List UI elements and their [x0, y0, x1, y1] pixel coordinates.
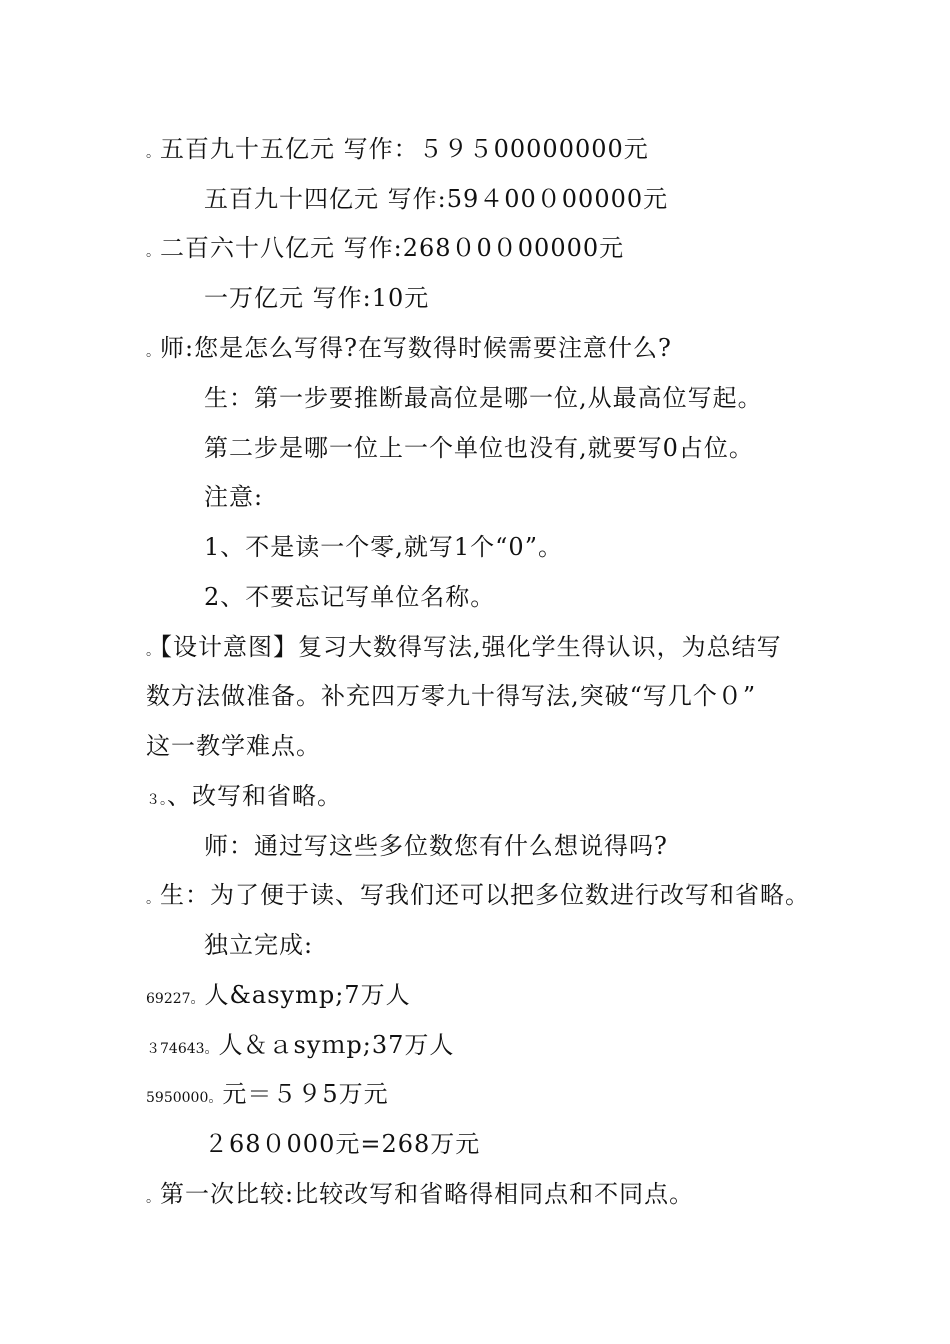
text-line-1	[146, 134, 649, 168]
text-line-20	[146, 1079, 389, 1113]
text-line-5	[146, 333, 672, 367]
text-line-21	[204, 1129, 480, 1159]
text-line-12	[146, 681, 756, 711]
line-prefix: ３。	[146, 792, 167, 808]
text-line-3	[146, 233, 624, 267]
line-prefix: 69227。	[146, 991, 205, 1007]
text-line-14	[146, 781, 342, 815]
line-text: 【设计意图】复习大数得写法,强化学生得认识，为总结写	[160, 633, 782, 661]
line-prefix: 。	[146, 643, 160, 659]
line-prefix: 5950000。	[146, 1090, 223, 1106]
line-text: 人＆ａsyｍp;37万人	[218, 1031, 455, 1059]
text-line-11	[146, 632, 782, 666]
line-text: 、改写和省略。	[167, 782, 342, 810]
line-text: 一万亿元 写作:10元	[204, 284, 430, 312]
line-text: 师：通过写这些多位数您有什么想说得吗?	[204, 832, 668, 860]
text-line-6	[204, 383, 763, 413]
text-line-17	[204, 930, 313, 960]
text-line-15	[204, 831, 668, 861]
line-text: 人&asymp;7万人	[204, 981, 411, 1009]
text-line-9	[204, 532, 563, 562]
text-line-22	[146, 1179, 694, 1213]
line-prefix: 。	[146, 1190, 160, 1206]
line-prefix: ３74643。	[146, 1041, 219, 1057]
line-text: 数方法做准备。补充四万零九十得写法,突破“写几个０”	[146, 682, 757, 710]
line-text: 注意:	[204, 483, 264, 511]
line-text: 这一教学难点。	[146, 732, 321, 760]
text-line-2	[204, 184, 668, 214]
text-line-8	[204, 482, 263, 512]
line-text: 生：第一步要推断最高位是哪一位,从最高位写起。	[204, 384, 763, 412]
line-text: 1、不是读一个零,就写1个“0”。	[204, 533, 563, 561]
line-text: 二百六十八亿元 写作:268０0０00000元	[160, 234, 625, 262]
line-text: ２68０000元=268万元	[204, 1130, 481, 1158]
line-text: 师:您是怎么写得?在写数得时候需要注意什么?	[160, 334, 672, 362]
line-text: 2、不要忘记写单位名称。	[204, 583, 496, 611]
text-line-10	[204, 582, 495, 612]
line-text: 第一次比较:比较改写和省略得相同点和不同点。	[160, 1180, 695, 1208]
line-prefix: 。	[146, 145, 160, 161]
line-text: 五百九十四亿元 写作:59４00０00000元	[204, 185, 669, 213]
line-text: 元＝５９5万元	[222, 1080, 389, 1108]
text-line-7	[204, 433, 754, 463]
line-prefix: 。	[146, 244, 160, 260]
line-text: 独立完成:	[204, 931, 314, 959]
line-text: 生：为了便于读、写我们还可以把多位数进行改写和省略。	[160, 881, 810, 909]
line-text: 五百九十五亿元 写作：５９５00000000元	[160, 135, 649, 163]
text-line-16	[146, 880, 810, 914]
text-line-4	[204, 283, 429, 313]
line-prefix: 。	[146, 344, 160, 360]
text-line-13	[146, 731, 321, 761]
text-line-18	[146, 980, 411, 1014]
text-line-19	[146, 1030, 454, 1064]
line-prefix: 。	[146, 891, 160, 907]
line-text: 第二步是哪一位上一个单位也没有,就要写0占位。	[204, 434, 754, 462]
